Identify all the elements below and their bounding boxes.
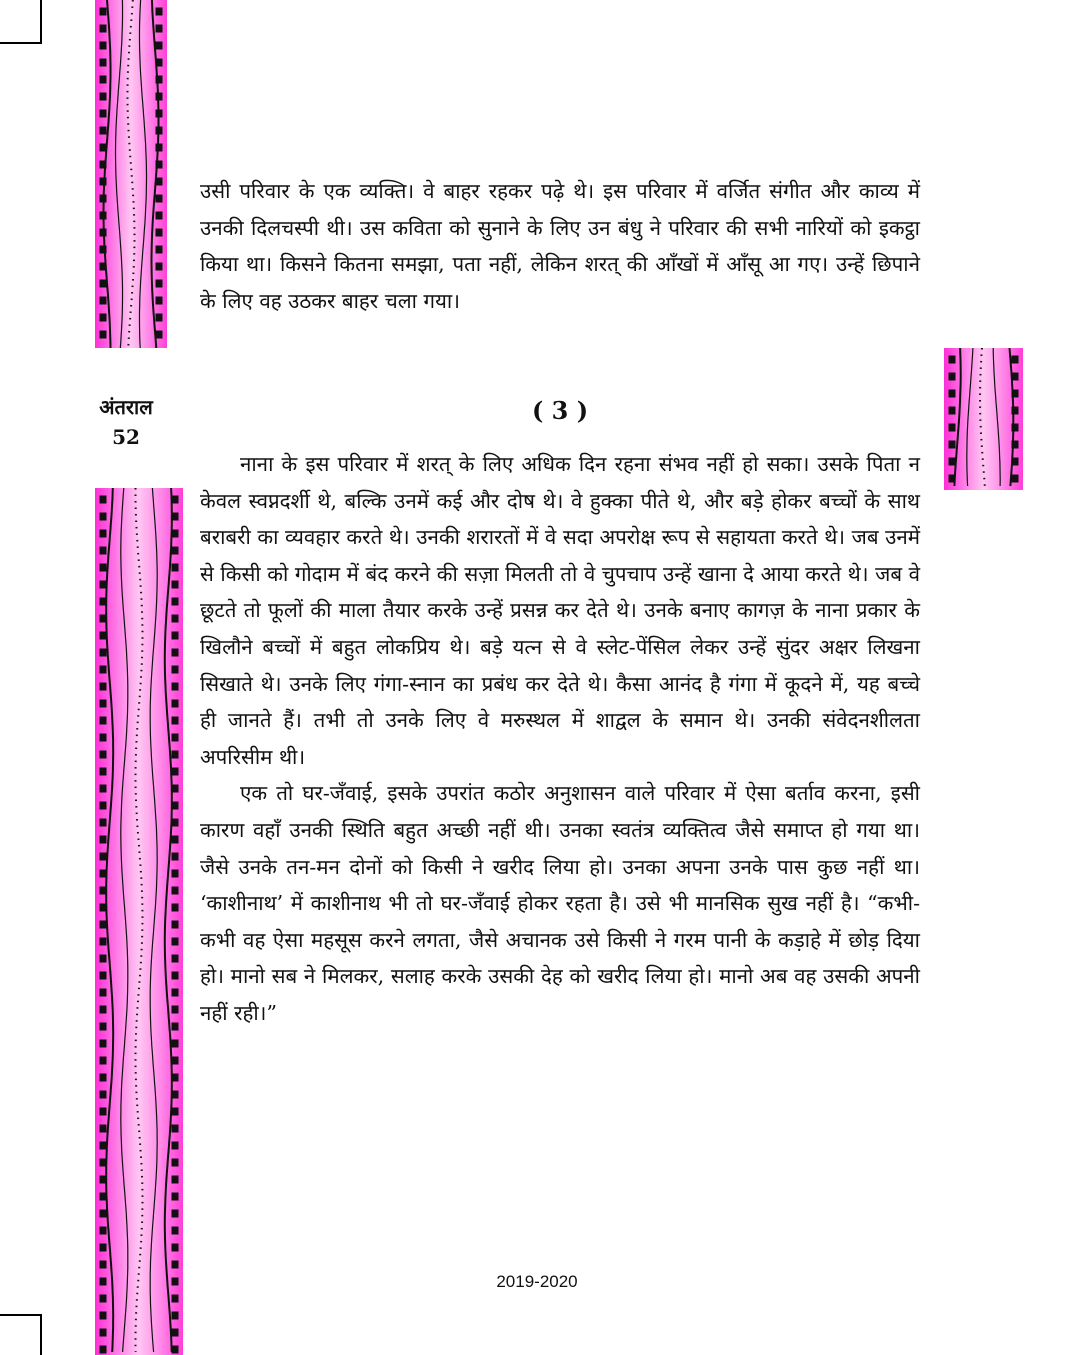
paragraph: एक तो घर-जँवाई, इसके उपरांत कठोर अनुशासन वाले परिवार में ऐसा बर्ताव करना, इसी कारण वहाँ उनकी स्थिति बहुत अच्छी नहीं थी। उनका स्वतंत्र व्यक्तित्व जैसे समाप्त हो गया था। जैसे उनके तन-मन दोनों को किसी ने खरीद लिया हो। उनका अपना उनके पास कुछ नहीं था। ‘काशीनाथ’ में काशीनाथ भी तो घर-जँवाई होकर रहता है। उसे भी मानसिक सुख नहीं है। “कभी-कभी वह ऐसा महसूस करने लगता, जैसे अचानक उसे किसी ने गरम पानी के कड़ाहे में छोड़ दिया हो। मानो सब ने मिलकर, सलाह करके उसकी देह को खरीद लिया हो। मानो अब वह उसकी अपनी नहीं रही।” — [200, 781, 920, 1025]
strip-pattern-graphic — [95, 0, 167, 348]
strip-pattern-graphic — [95, 488, 183, 1355]
decorative-strip-bottom-left — [95, 488, 183, 1355]
page-number: 52 — [112, 425, 140, 449]
section-number: ( 3 ) — [531, 396, 589, 425]
crop-mark-bottom-left-horizontal — [0, 1314, 42, 1316]
top-paragraph-block — [200, 173, 920, 319]
book-title: अंतराल — [99, 395, 153, 419]
paragraph: उसी परिवार के एक व्यक्ति। वे बाहर रहकर पढ़े थे। इस परिवार में वर्जित संगीत और काव्य में उनकी दिलचस्पी थी। उस कविता को सुनाने के लिए उन बंधु ने परिवार की सभी नारियों को इकट्ठा किया था। किसने कितना समझा, पता नहीं, लेकिन शरत् की आँखों में आँसू आ गए। उन्हें छिपाने के लिए वह उठकर बाहर चला गया। — [200, 179, 920, 313]
paragraph: नाना के इस परिवार में शरत् के लिए अधिक दिन रहना संभव नहीं हो सका। उसके पिता न केवल स्वप्नदर्शी थे, बल्कि उनमें कई और दोष थे। वे हुक्का पीते थे, और बड़े होकर बच्चों के साथ बराबरी का व्यवहार करते थे। उनकी शरारतों में वे सदा अपरोक्ष रूप से सहायता करते थे। जब उनमें से किसी को गोदाम में बंद करने की सज़ा मिलती तो वे चुपचाप उन्हें खाना दे आया करते थे। जब वे छूटते तो फूलों की माला तैयार करके उन्हें प्रसन्न कर देते थे। उनके बनाए कागज़ के नाना प्रकार के खिलौने बच्चों में बहुत लोकप्रिय थे। बड़े यत्न से वे स्लेट-पेंसिल लेकर उन्हें सुंदर अक्षर लिखना सिखाते थे। उनके लिए गंगा-स्नान का प्रबंध कर देते थे। कैसा आनंद है गंगा में कूदने में, यह बच्चे ही जानते हैं। तभी तो उनके लिए वे मरुस्थल में शाद्वल के समान थे। उनकी संवेदनशीलता अपरिसीम थी। — [200, 452, 920, 769]
footer-year: 2019-2020 — [496, 1272, 578, 1291]
strip-pattern-graphic — [944, 348, 1023, 490]
crop-mark-top-left-horizontal — [0, 42, 42, 44]
section-body — [200, 446, 920, 1032]
crop-mark-top-left-vertical — [40, 0, 42, 44]
decorative-strip-right — [944, 348, 1023, 490]
crop-mark-bottom-left-vertical — [40, 1314, 42, 1355]
page-header-label — [84, 392, 168, 452]
decorative-strip-top-left — [95, 0, 167, 348]
